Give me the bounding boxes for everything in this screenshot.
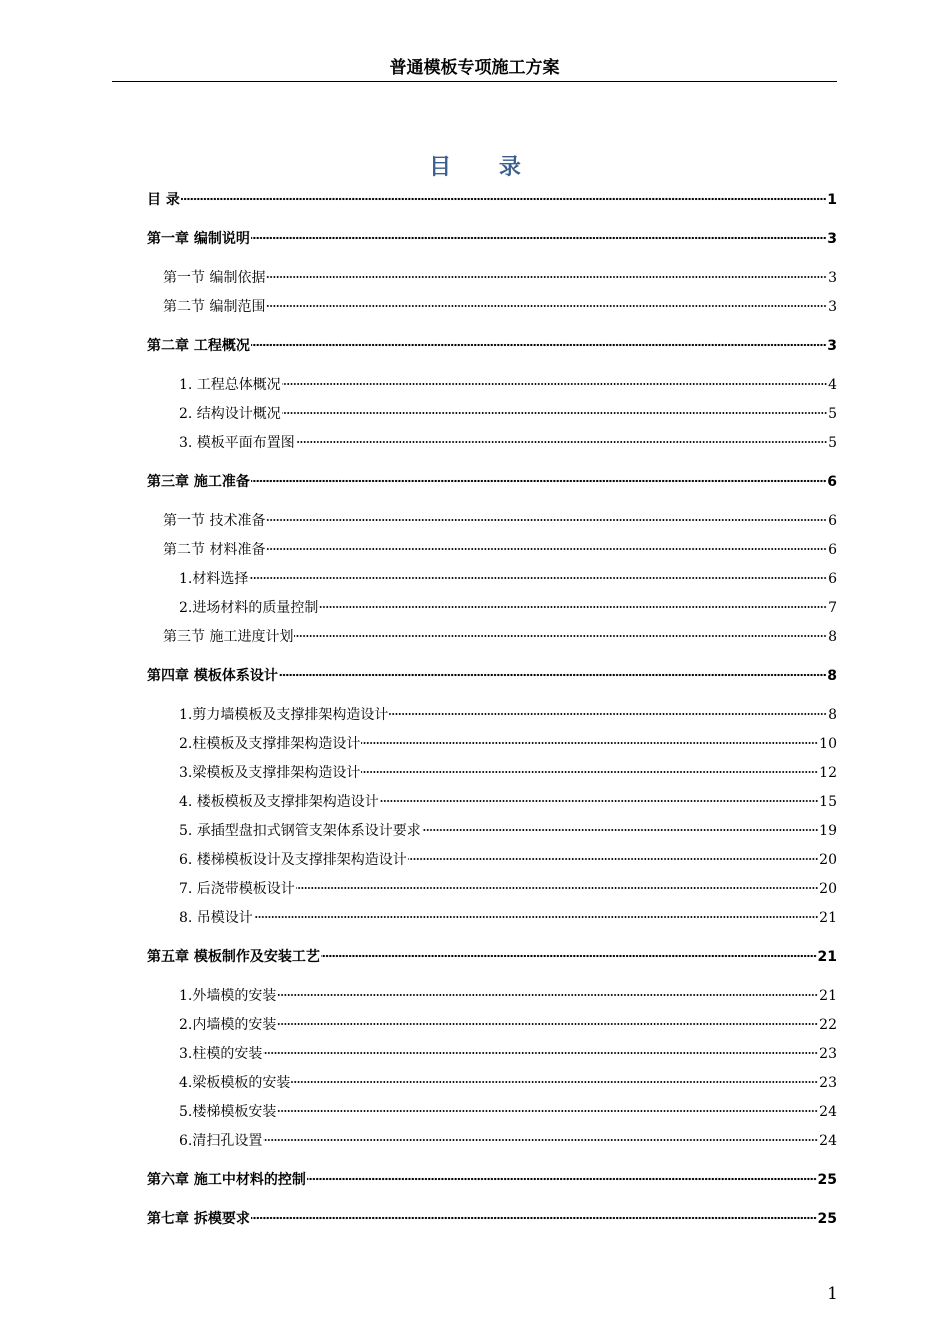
toc-entry-page: 20 xyxy=(819,852,837,868)
toc-entry-page: 8 xyxy=(828,707,837,723)
toc-entry-label: 2. 结构设计概况 xyxy=(179,406,281,422)
toc-entry-page: 8 xyxy=(827,668,837,684)
toc-entry-page: 20 xyxy=(819,881,837,897)
toc-entry-label: 6. 楼梯模板设计及支撑排架构造设计 xyxy=(179,852,407,868)
toc-leader-dots xyxy=(380,799,818,803)
toc-entry-page: 6 xyxy=(827,474,837,490)
toc-leader-dots xyxy=(279,673,826,677)
toc-entry[interactable] xyxy=(179,792,837,812)
toc-leader-dots xyxy=(254,915,818,919)
document-title: 普通模板专项施工方案 xyxy=(389,58,560,78)
toc-leader-dots xyxy=(282,411,827,415)
toc-leader-dots xyxy=(266,547,827,551)
toc-entry[interactable] xyxy=(179,1073,837,1093)
toc-entry-page: 3 xyxy=(827,231,837,247)
toc-entry-label: 1.材料选择 xyxy=(179,571,249,587)
toc-entry-label: 第五章 模板制作及安装工艺 xyxy=(147,949,320,965)
toc-leader-dots xyxy=(251,343,826,347)
toc-entry[interactable] xyxy=(147,472,837,492)
toc-entry-page: 22 xyxy=(819,1017,837,1033)
toc-entry-page: 21 xyxy=(817,949,837,965)
toc-entry-label: 第六章 施工中材料的控制 xyxy=(147,1172,306,1188)
toc-entry-page: 5 xyxy=(828,406,837,422)
toc-entry-page: 21 xyxy=(819,988,837,1004)
toc-entry-label: 5. 承插型盘扣式钢管支架体系设计要求 xyxy=(179,823,421,839)
toc-leader-dots xyxy=(422,828,818,832)
toc-leader-dots xyxy=(296,886,818,890)
page-header xyxy=(112,56,837,82)
toc-entry-page: 7 xyxy=(828,600,837,616)
toc-entry-page: 19 xyxy=(819,823,837,839)
toc-entry[interactable] xyxy=(163,511,837,531)
toc-entry-label: 1.外墙模的安装 xyxy=(179,988,277,1004)
toc-leader-dots xyxy=(282,382,827,386)
toc-entry[interactable] xyxy=(179,821,837,841)
toc-entry-page: 3 xyxy=(828,270,837,286)
toc-entry[interactable] xyxy=(179,908,837,928)
toc-leader-dots xyxy=(307,1177,817,1181)
toc-entry-label: 目 录 xyxy=(147,192,180,208)
toc-entry[interactable] xyxy=(147,666,837,686)
toc-entry-label: 2.进场材料的质量控制 xyxy=(179,600,319,616)
toc-entry-page: 23 xyxy=(819,1075,837,1091)
toc-entry[interactable] xyxy=(179,1102,837,1122)
toc-entry[interactable] xyxy=(179,1015,837,1035)
toc-leader-dots xyxy=(408,857,818,861)
toc-leader-dots xyxy=(249,576,827,580)
toc-entry[interactable] xyxy=(163,540,837,560)
toc-leader-dots xyxy=(294,634,827,638)
toc-entry[interactable] xyxy=(147,229,837,249)
toc-entry-label: 2.柱模板及支撑排架构造设计 xyxy=(179,736,361,752)
toc-entry-page: 3 xyxy=(828,299,837,315)
toc-entry-page: 1 xyxy=(827,192,837,208)
toc-entry[interactable] xyxy=(179,734,837,754)
toc-leader-dots xyxy=(251,479,826,483)
toc-entry[interactable] xyxy=(147,336,837,356)
toc-entry-label: 1. 工程总体概况 xyxy=(179,377,281,393)
toc-leader-dots xyxy=(291,1080,818,1084)
toc-leader-dots xyxy=(251,236,826,240)
toc-leader-dots xyxy=(181,197,826,201)
toc-entry[interactable] xyxy=(163,268,837,288)
toc-leader-dots xyxy=(266,518,827,522)
toc-leader-dots xyxy=(277,1022,818,1026)
toc-title: 目 录 xyxy=(429,155,541,180)
toc-entry[interactable] xyxy=(147,1170,837,1190)
toc-entry-label: 第四章 模板体系设计 xyxy=(147,668,278,684)
toc-entry[interactable] xyxy=(179,598,837,618)
toc-entry-page: 10 xyxy=(819,736,837,752)
toc-leader-dots xyxy=(361,770,818,774)
toc-entry[interactable] xyxy=(179,1044,837,1064)
toc-entry-page: 23 xyxy=(819,1046,837,1062)
toc-entry[interactable] xyxy=(179,1131,837,1151)
toc-leader-dots xyxy=(296,440,827,444)
toc-entry-page: 24 xyxy=(819,1104,837,1120)
toc-entry-label: 第一节 技术准备 xyxy=(163,513,266,529)
toc-entry-page: 6 xyxy=(828,542,837,558)
toc-entry-page: 4 xyxy=(828,377,837,393)
toc-entry[interactable] xyxy=(147,1209,837,1229)
toc-entry-page: 25 xyxy=(817,1211,837,1227)
toc-leader-dots xyxy=(263,1138,818,1142)
toc-entry[interactable] xyxy=(179,879,837,899)
toc-leader-dots xyxy=(251,1216,817,1220)
toc-entry[interactable] xyxy=(163,627,837,647)
toc-entry-page: 25 xyxy=(817,1172,837,1188)
toc-entry[interactable] xyxy=(163,297,837,317)
toc-leader-dots xyxy=(321,954,817,958)
toc-entry-label: 5.楼梯模板安装 xyxy=(179,1104,277,1120)
toc-entry-page: 12 xyxy=(819,765,837,781)
toc-entry[interactable] xyxy=(179,986,837,1006)
toc-entry[interactable] xyxy=(179,569,837,589)
toc-entry-label: 第三节 施工进度计划 xyxy=(163,629,294,645)
toc-entry-page: 21 xyxy=(819,910,837,926)
toc-entry-label: 第二章 工程概况 xyxy=(147,338,250,354)
toc-entry[interactable] xyxy=(147,947,837,967)
toc-entry-label: 8. 吊模设计 xyxy=(179,910,253,926)
toc-entry-label: 3.梁模板及支撑排架构造设计 xyxy=(179,765,361,781)
toc-entry-label: 第二节 材料准备 xyxy=(163,542,266,558)
toc-leader-dots xyxy=(319,605,827,609)
toc-leader-dots xyxy=(263,1051,818,1055)
toc-entry-label: 3.柱模的安装 xyxy=(179,1046,263,1062)
toc-entry-label: 第七章 拆模要求 xyxy=(147,1211,250,1227)
toc-entry-page: 15 xyxy=(819,794,837,810)
toc-entry[interactable] xyxy=(147,190,837,210)
toc-entry-page: 6 xyxy=(828,513,837,529)
toc-entry-page: 6 xyxy=(828,571,837,587)
toc-entry-label: 第二节 编制范围 xyxy=(163,299,266,315)
toc-entry-label: 4.梁板模板的安装 xyxy=(179,1075,291,1091)
toc-leader-dots xyxy=(389,712,827,716)
toc-entry-label: 4. 楼板模板及支撑排架构造设计 xyxy=(179,794,379,810)
toc-entry[interactable] xyxy=(179,705,837,725)
toc-entry-label: 6.清扫孔设置 xyxy=(179,1133,263,1149)
toc-entry-label: 第一章 编制说明 xyxy=(147,231,250,247)
toc-entry[interactable] xyxy=(179,404,837,424)
toc-leader-dots xyxy=(266,275,827,279)
toc-entry-label: 第一节 编制依据 xyxy=(163,270,266,286)
page-number: 1 xyxy=(827,1284,838,1304)
toc-entry[interactable] xyxy=(179,763,837,783)
toc-entry-label: 3. 模板平面布置图 xyxy=(179,435,295,451)
toc-entry-label: 2.内墙模的安装 xyxy=(179,1017,277,1033)
toc-entry[interactable] xyxy=(179,375,837,395)
toc-entry-page: 3 xyxy=(827,338,837,354)
toc-entry-label: 7. 后浇带模板设计 xyxy=(179,881,295,897)
toc-leader-dots xyxy=(277,993,818,997)
toc-entry[interactable] xyxy=(179,850,837,870)
toc-leader-dots xyxy=(361,741,818,745)
toc-entry-page: 5 xyxy=(828,435,837,451)
toc-entry-page: 24 xyxy=(819,1133,837,1149)
toc-entry[interactable] xyxy=(179,433,837,453)
toc-entry-label: 第三章 施工准备 xyxy=(147,474,250,490)
toc-leader-dots xyxy=(266,304,827,308)
toc-leader-dots xyxy=(277,1109,818,1113)
toc-entry-page: 8 xyxy=(828,629,837,645)
toc-entry-label: 1.剪力墙模板及支撑排架构造设计 xyxy=(179,707,389,723)
